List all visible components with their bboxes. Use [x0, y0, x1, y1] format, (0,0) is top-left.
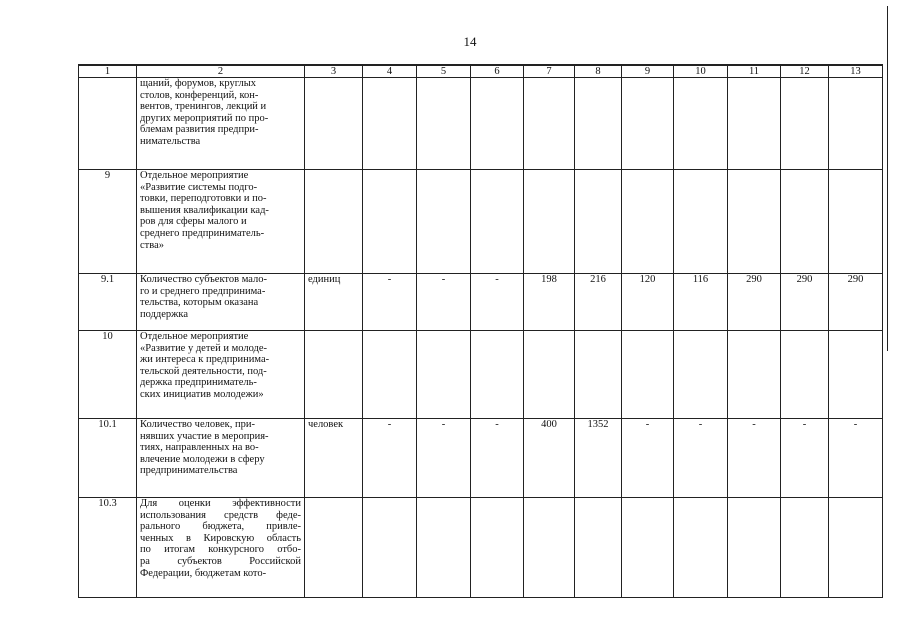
table-row [79, 170, 883, 274]
header-cell: 8 [575, 65, 622, 78]
value-cell [363, 498, 417, 598]
indicators-table [78, 64, 883, 598]
row-number-cell: 10.1 [79, 419, 137, 498]
value-cell [829, 78, 883, 170]
value-cell: - [471, 274, 524, 331]
description-line: ства» [140, 239, 164, 251]
description-line: влечение молодежи в сферу [140, 453, 265, 465]
value-cell: - [829, 419, 883, 498]
row-number-cell [79, 78, 137, 170]
description-line: Количество человек, при- [140, 419, 255, 430]
description-line: Для оценки эффективности [140, 498, 301, 509]
description-line: тельской деятельности, под- [140, 365, 267, 377]
description-line: держка предприниматель- [140, 377, 257, 389]
value-cell [417, 498, 471, 598]
page-number: 14 [463, 34, 477, 49]
description-line: блемам развития предпри- [140, 124, 259, 136]
description-line: жи интереса к предпринима- [140, 354, 270, 366]
value-cell [363, 78, 417, 170]
description-cell [137, 498, 305, 598]
unit-cell [305, 170, 363, 274]
value-cell [471, 331, 524, 419]
value-cell: 290 [728, 274, 781, 331]
description-line: «Развитие системы подго- [140, 181, 258, 193]
row-number-cell: 9.1 [79, 274, 137, 331]
description-line: использования средств феде- [140, 509, 301, 521]
value-cell [781, 498, 829, 598]
description-line: ра субъектов Российской [140, 555, 301, 567]
description-line: товки, переподготовки и по- [140, 193, 267, 205]
value-cell [622, 331, 674, 419]
header-cell: 5 [417, 65, 471, 78]
row-number-cell: 10.3 [79, 498, 137, 598]
value-cell [575, 78, 622, 170]
value-cell [471, 498, 524, 598]
description-line: ров для сферы малого и [140, 216, 247, 228]
value-cell [781, 170, 829, 274]
value-cell: - [622, 419, 674, 498]
description-cell [137, 170, 305, 274]
value-cell [674, 498, 728, 598]
description-line: тельства, которым оказана [140, 297, 259, 309]
description-line: Отдельное мероприятие [140, 170, 249, 181]
description-line: щаний, форумов, круглых [140, 78, 257, 89]
description-line: ченных в Кировскую область [140, 532, 301, 544]
header-cell: 9 [622, 65, 674, 78]
description-line: ских инициатив молодежи» [140, 388, 264, 400]
header-cell: 6 [471, 65, 524, 78]
value-cell [674, 78, 728, 170]
value-cell: 216 [575, 274, 622, 331]
value-cell [575, 170, 622, 274]
value-cell: - [417, 419, 471, 498]
value-cell [829, 170, 883, 274]
header-cell: 7 [524, 65, 575, 78]
value-cell: 400 [524, 419, 575, 498]
unit-cell [305, 78, 363, 170]
table-row [79, 78, 883, 170]
value-cell [524, 331, 575, 419]
description-line: нявших участие в мероприя- [140, 430, 269, 442]
table-row [79, 498, 883, 598]
value-cell: 290 [781, 274, 829, 331]
header-cell: 1 [79, 65, 137, 78]
header-cell: 2 [137, 65, 305, 78]
description-line: по итогам конкурсного отбо- [140, 544, 301, 556]
value-cell: - [363, 274, 417, 331]
value-cell [674, 331, 728, 419]
description-line: столов, конференций, кон- [140, 89, 259, 101]
value-cell [524, 498, 575, 598]
value-cell: - [674, 419, 728, 498]
value-cell: - [363, 419, 417, 498]
value-cell [363, 331, 417, 419]
description-line: Отдельное мероприятие [140, 331, 249, 342]
value-cell [781, 331, 829, 419]
value-cell [728, 170, 781, 274]
value-cell [728, 498, 781, 598]
value-cell [417, 170, 471, 274]
value-cell: 198 [524, 274, 575, 331]
description-line: Количество субъектов мало- [140, 274, 268, 285]
header-cell: 12 [781, 65, 829, 78]
description-line: рального бюджета, привле- [140, 521, 301, 533]
description-line: среднего предприниматель- [140, 227, 265, 239]
description-cell [137, 78, 305, 170]
description-cell [137, 331, 305, 419]
unit-cell [305, 498, 363, 598]
description-line: нимательства [140, 135, 201, 147]
table-row [79, 331, 883, 419]
value-cell [728, 78, 781, 170]
description-line: тиях, направленных на во- [140, 442, 259, 454]
description-line: вышения квалификации кад- [140, 204, 269, 216]
unit-cell: человек [305, 419, 363, 498]
header-cell: 11 [728, 65, 781, 78]
value-cell: - [781, 419, 829, 498]
description-line: «Развитие у детей и молоде- [140, 342, 268, 354]
value-cell: - [471, 419, 524, 498]
value-cell [363, 170, 417, 274]
value-cell [524, 170, 575, 274]
row-number-cell: 10 [79, 331, 137, 419]
value-cell [417, 78, 471, 170]
value-cell: 1352 [575, 419, 622, 498]
value-cell: 290 [829, 274, 883, 331]
unit-cell [305, 331, 363, 419]
description-line: Федерации, бюджетам кото- [140, 567, 267, 579]
value-cell [829, 331, 883, 419]
description-cell [137, 274, 305, 331]
description-line: го и среднего предпринима- [140, 285, 266, 297]
table-row [79, 419, 883, 498]
unit-cell: единиц [305, 274, 363, 331]
description-line: других мероприятий по про- [140, 112, 269, 124]
description-line: предпринимательства [140, 465, 238, 477]
value-cell [622, 498, 674, 598]
value-cell [829, 498, 883, 598]
value-cell [781, 78, 829, 170]
description-line: вентов, тренингов, лекций и [140, 101, 267, 113]
value-cell: 120 [622, 274, 674, 331]
value-cell [674, 170, 728, 274]
value-cell: - [728, 419, 781, 498]
row-number-cell: 9 [79, 170, 137, 274]
page-edge-line [887, 6, 888, 351]
value-cell [524, 78, 575, 170]
table-row [79, 274, 883, 331]
header-cell: 4 [363, 65, 417, 78]
value-cell [575, 331, 622, 419]
header-cell: 3 [305, 65, 363, 78]
value-cell [417, 331, 471, 419]
value-cell [471, 170, 524, 274]
header-cell: 10 [674, 65, 728, 78]
table-header-row [79, 65, 883, 78]
value-cell: - [417, 274, 471, 331]
description-cell [137, 419, 305, 498]
value-cell [471, 78, 524, 170]
value-cell [622, 78, 674, 170]
value-cell [622, 170, 674, 274]
value-cell: 116 [674, 274, 728, 331]
value-cell [575, 498, 622, 598]
value-cell [728, 331, 781, 419]
description-line: поддержка [140, 308, 189, 320]
header-cell: 13 [829, 65, 883, 78]
